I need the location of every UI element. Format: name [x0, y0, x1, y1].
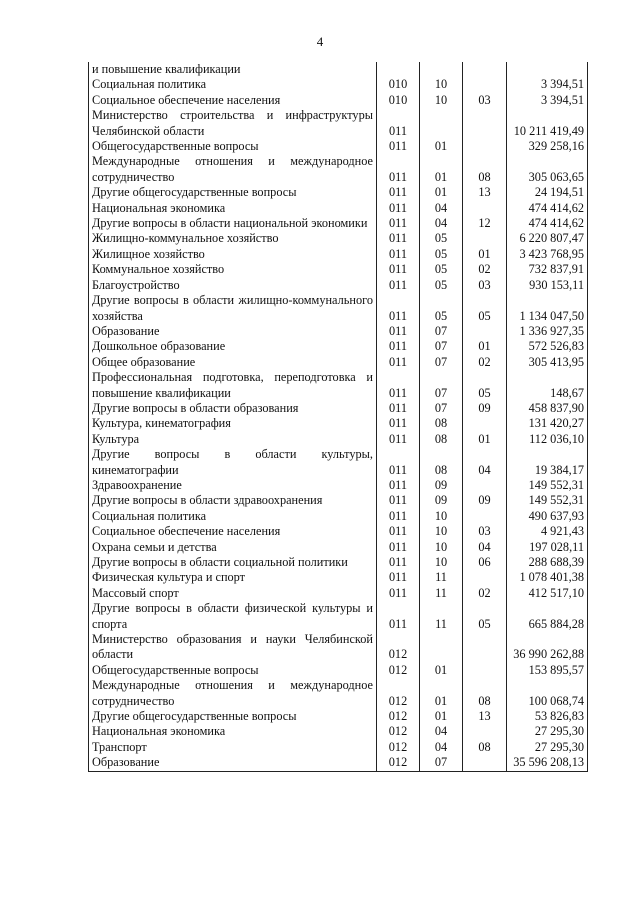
section-code: 10 — [420, 509, 463, 524]
table-row — [89, 570, 588, 585]
table-row — [89, 447, 588, 478]
section-code — [420, 632, 463, 663]
row-name: Профессиональная подготовка, переподготовка и повышение квалификации — [89, 370, 377, 401]
amount: 149 552,31 — [507, 493, 588, 508]
subsection-code: 05 — [463, 370, 507, 401]
row-name: Другие общегосударственные вопросы — [89, 185, 377, 200]
table-row — [89, 355, 588, 370]
section-code: 07 — [420, 755, 463, 771]
ministry-code: 012 — [377, 709, 420, 724]
row-name: Коммунальное хозяйство — [89, 262, 377, 277]
section-code — [420, 108, 463, 139]
section-code — [420, 62, 463, 77]
table-row — [89, 77, 588, 92]
ministry-code: 011 — [377, 586, 420, 601]
subsection-code: 05 — [463, 293, 507, 324]
subsection-code — [463, 201, 507, 216]
ministry-code: 011 — [377, 231, 420, 246]
row-name: Социальная политика — [89, 77, 377, 92]
amount: 3 394,51 — [507, 93, 588, 108]
table-row — [89, 401, 588, 416]
amount: 288 688,39 — [507, 555, 588, 570]
subsection-code: 01 — [463, 432, 507, 447]
table-row — [89, 278, 588, 293]
row-name: Дошкольное образование — [89, 339, 377, 354]
table-row — [89, 678, 588, 709]
ministry-code — [377, 62, 420, 77]
ministry-code: 011 — [377, 355, 420, 370]
section-code: 09 — [420, 478, 463, 493]
row-name: Национальная экономика — [89, 201, 377, 216]
ministry-code: 011 — [377, 278, 420, 293]
table-row — [89, 740, 588, 755]
amount: 153 895,57 — [507, 663, 588, 678]
amount: 412 517,10 — [507, 586, 588, 601]
amount: 930 153,11 — [507, 278, 588, 293]
section-code: 05 — [420, 231, 463, 246]
row-name: Министерство строительства и инфраструктуры Челябинской области — [89, 108, 377, 139]
table-row — [89, 432, 588, 447]
table-row — [89, 262, 588, 277]
row-name: Культура — [89, 432, 377, 447]
section-code: 08 — [420, 447, 463, 478]
table-row — [89, 601, 588, 632]
amount: 148,67 — [507, 370, 588, 401]
section-code: 05 — [420, 278, 463, 293]
ministry-code: 010 — [377, 93, 420, 108]
row-name: Другие вопросы в области образования — [89, 401, 377, 416]
subsection-code — [463, 724, 507, 739]
row-name: Образование — [89, 324, 377, 339]
row-name: Международные отношения и международное сотрудничество — [89, 678, 377, 709]
section-code: 07 — [420, 355, 463, 370]
amount: 474 414,62 — [507, 201, 588, 216]
subsection-code: 08 — [463, 678, 507, 709]
table-row — [89, 324, 588, 339]
row-name: Социальная политика — [89, 509, 377, 524]
ministry-code: 011 — [377, 201, 420, 216]
amount: 3 423 768,95 — [507, 247, 588, 262]
ministry-code: 012 — [377, 755, 420, 771]
amount: 329 258,16 — [507, 139, 588, 154]
amount: 490 637,93 — [507, 509, 588, 524]
subsection-code: 03 — [463, 524, 507, 539]
ministry-code: 011 — [377, 401, 420, 416]
subsection-code: 03 — [463, 278, 507, 293]
table-row — [89, 540, 588, 555]
row-name: Массовый спорт — [89, 586, 377, 601]
subsection-code: 12 — [463, 216, 507, 231]
subsection-code — [463, 231, 507, 246]
subsection-code — [463, 108, 507, 139]
row-name: Жилищное хозяйство — [89, 247, 377, 262]
subsection-code: 08 — [463, 154, 507, 185]
table-row — [89, 154, 588, 185]
ministry-code: 011 — [377, 555, 420, 570]
ministry-code: 011 — [377, 416, 420, 431]
amount — [507, 62, 588, 77]
section-code: 10 — [420, 524, 463, 539]
subsection-code: 02 — [463, 355, 507, 370]
table-row — [89, 493, 588, 508]
row-name: Охрана семьи и детства — [89, 540, 377, 555]
ministry-code: 011 — [377, 432, 420, 447]
page-number: 4 — [316, 34, 324, 49]
subsection-code: 01 — [463, 247, 507, 262]
table-row — [89, 293, 588, 324]
amount: 36 990 262,88 — [507, 632, 588, 663]
row-name: Жилищно-коммунальное хозяйство — [89, 231, 377, 246]
amount: 665 884,28 — [507, 601, 588, 632]
amount: 19 384,17 — [507, 447, 588, 478]
ministry-code: 011 — [377, 293, 420, 324]
subsection-code: 02 — [463, 586, 507, 601]
row-name: Общее образование — [89, 355, 377, 370]
ministry-code: 011 — [377, 185, 420, 200]
section-code: 11 — [420, 601, 463, 632]
section-code: 01 — [420, 154, 463, 185]
row-name: Культура, кинематография — [89, 416, 377, 431]
row-name: Другие вопросы в области национальной экономики — [89, 216, 377, 231]
subsection-code — [463, 663, 507, 678]
row-name: Министерство образования и науки Челябинской области — [89, 632, 377, 663]
subsection-code — [463, 632, 507, 663]
section-code: 04 — [420, 201, 463, 216]
amount: 305 413,95 — [507, 355, 588, 370]
ministry-code: 012 — [377, 678, 420, 709]
subsection-code — [463, 570, 507, 585]
table-row — [89, 231, 588, 246]
ministry-code: 011 — [377, 139, 420, 154]
table-row — [89, 185, 588, 200]
amount: 474 414,62 — [507, 216, 588, 231]
ministry-code: 011 — [377, 570, 420, 585]
amount: 35 596 208,13 — [507, 755, 588, 771]
amount: 1 078 401,38 — [507, 570, 588, 585]
section-code: 08 — [420, 416, 463, 431]
section-code: 11 — [420, 570, 463, 585]
row-name: Международные отношения и международное сотрудничество — [89, 154, 377, 185]
subsection-code: 03 — [463, 93, 507, 108]
subsection-code — [463, 416, 507, 431]
table-row — [89, 555, 588, 570]
row-name: Национальная экономика — [89, 724, 377, 739]
budget-table — [88, 62, 588, 772]
table-row — [89, 108, 588, 139]
subsection-code: 13 — [463, 185, 507, 200]
budget-table-body — [89, 62, 588, 771]
subsection-code: 06 — [463, 555, 507, 570]
amount: 305 063,65 — [507, 154, 588, 185]
section-code: 08 — [420, 432, 463, 447]
table-row — [89, 724, 588, 739]
section-code: 07 — [420, 401, 463, 416]
section-code: 10 — [420, 555, 463, 570]
ministry-code: 011 — [377, 447, 420, 478]
section-code: 04 — [420, 724, 463, 739]
row-name: Здравоохранение — [89, 478, 377, 493]
amount: 27 295,30 — [507, 740, 588, 755]
amount: 6 220 807,47 — [507, 231, 588, 246]
ministry-code: 011 — [377, 154, 420, 185]
section-code: 07 — [420, 370, 463, 401]
row-name: Транспорт — [89, 740, 377, 755]
amount: 27 295,30 — [507, 724, 588, 739]
section-code: 01 — [420, 678, 463, 709]
ministry-code: 010 — [377, 77, 420, 92]
ministry-code: 011 — [377, 339, 420, 354]
table-row — [89, 524, 588, 539]
table-row — [89, 416, 588, 431]
row-name: Другие вопросы в области культуры, кинематографии — [89, 447, 377, 478]
amount: 3 394,51 — [507, 77, 588, 92]
section-code: 07 — [420, 324, 463, 339]
row-name: Образование — [89, 755, 377, 771]
subsection-code — [463, 139, 507, 154]
subsection-code: 09 — [463, 401, 507, 416]
row-name: Социальное обеспечение населения — [89, 524, 377, 539]
ministry-code: 011 — [377, 247, 420, 262]
subsection-code: 09 — [463, 493, 507, 508]
subsection-code — [463, 478, 507, 493]
ministry-code: 011 — [377, 601, 420, 632]
table-row — [89, 247, 588, 262]
table-row — [89, 663, 588, 678]
table-row — [89, 632, 588, 663]
row-name: и повышение квалификации — [89, 62, 377, 77]
ministry-code: 011 — [377, 324, 420, 339]
ministry-code: 011 — [377, 216, 420, 231]
row-name: Физическая культура и спорт — [89, 570, 377, 585]
ministry-code: 011 — [377, 493, 420, 508]
ministry-code: 012 — [377, 740, 420, 755]
amount: 112 036,10 — [507, 432, 588, 447]
amount: 149 552,31 — [507, 478, 588, 493]
section-code: 10 — [420, 77, 463, 92]
table-row — [89, 93, 588, 108]
row-name: Благоустройство — [89, 278, 377, 293]
row-name: Социальное обеспечение населения — [89, 93, 377, 108]
subsection-code: 04 — [463, 447, 507, 478]
row-name: Другие общегосударственные вопросы — [89, 709, 377, 724]
ministry-code: 012 — [377, 632, 420, 663]
amount: 10 211 419,49 — [507, 108, 588, 139]
section-code: 01 — [420, 185, 463, 200]
row-name: Другие вопросы в области социальной политики — [89, 555, 377, 570]
subsection-code: 01 — [463, 339, 507, 354]
table-row — [89, 586, 588, 601]
section-code: 10 — [420, 540, 463, 555]
ministry-code: 011 — [377, 524, 420, 539]
amount: 732 837,91 — [507, 262, 588, 277]
subsection-code — [463, 755, 507, 771]
subsection-code: 13 — [463, 709, 507, 724]
section-code: 07 — [420, 339, 463, 354]
table-row — [89, 509, 588, 524]
section-code: 09 — [420, 493, 463, 508]
table-row — [89, 755, 588, 771]
row-name: Другие вопросы в области здравоохранения — [89, 493, 377, 508]
amount: 1 336 927,35 — [507, 324, 588, 339]
ministry-code: 011 — [377, 509, 420, 524]
section-code: 11 — [420, 586, 463, 601]
section-code: 05 — [420, 262, 463, 277]
ministry-code: 012 — [377, 663, 420, 678]
amount: 572 526,83 — [507, 339, 588, 354]
amount: 197 028,11 — [507, 540, 588, 555]
table-row — [89, 201, 588, 216]
amount: 1 134 047,50 — [507, 293, 588, 324]
subsection-code — [463, 509, 507, 524]
ministry-code: 011 — [377, 540, 420, 555]
section-code: 04 — [420, 740, 463, 755]
subsection-code: 08 — [463, 740, 507, 755]
table-row — [89, 339, 588, 354]
subsection-code — [463, 77, 507, 92]
section-code: 01 — [420, 709, 463, 724]
subsection-code: 02 — [463, 262, 507, 277]
row-name: Общегосударственные вопросы — [89, 139, 377, 154]
amount: 100 068,74 — [507, 678, 588, 709]
section-code: 05 — [420, 247, 463, 262]
table-row — [89, 216, 588, 231]
ministry-code: 011 — [377, 370, 420, 401]
amount: 24 194,51 — [507, 185, 588, 200]
ministry-code: 011 — [377, 478, 420, 493]
ministry-code: 012 — [377, 724, 420, 739]
subsection-code — [463, 62, 507, 77]
amount: 131 420,27 — [507, 416, 588, 431]
ministry-code: 011 — [377, 108, 420, 139]
row-name: Общегосударственные вопросы — [89, 663, 377, 678]
ministry-code: 011 — [377, 262, 420, 277]
section-code: 04 — [420, 216, 463, 231]
subsection-code: 05 — [463, 601, 507, 632]
table-row — [89, 370, 588, 401]
row-name: Другие вопросы в области жилищно-коммунального хозяйства — [89, 293, 377, 324]
table-row — [89, 62, 588, 77]
section-code: 01 — [420, 139, 463, 154]
amount: 4 921,43 — [507, 524, 588, 539]
table-row — [89, 139, 588, 154]
row-name: Другие вопросы в области физической культуры и спорта — [89, 601, 377, 632]
amount: 458 837,90 — [507, 401, 588, 416]
subsection-code — [463, 324, 507, 339]
table-row — [89, 709, 588, 724]
section-code: 10 — [420, 93, 463, 108]
section-code: 01 — [420, 663, 463, 678]
table-row — [89, 478, 588, 493]
section-code: 05 — [420, 293, 463, 324]
subsection-code: 04 — [463, 540, 507, 555]
amount: 53 826,83 — [507, 709, 588, 724]
